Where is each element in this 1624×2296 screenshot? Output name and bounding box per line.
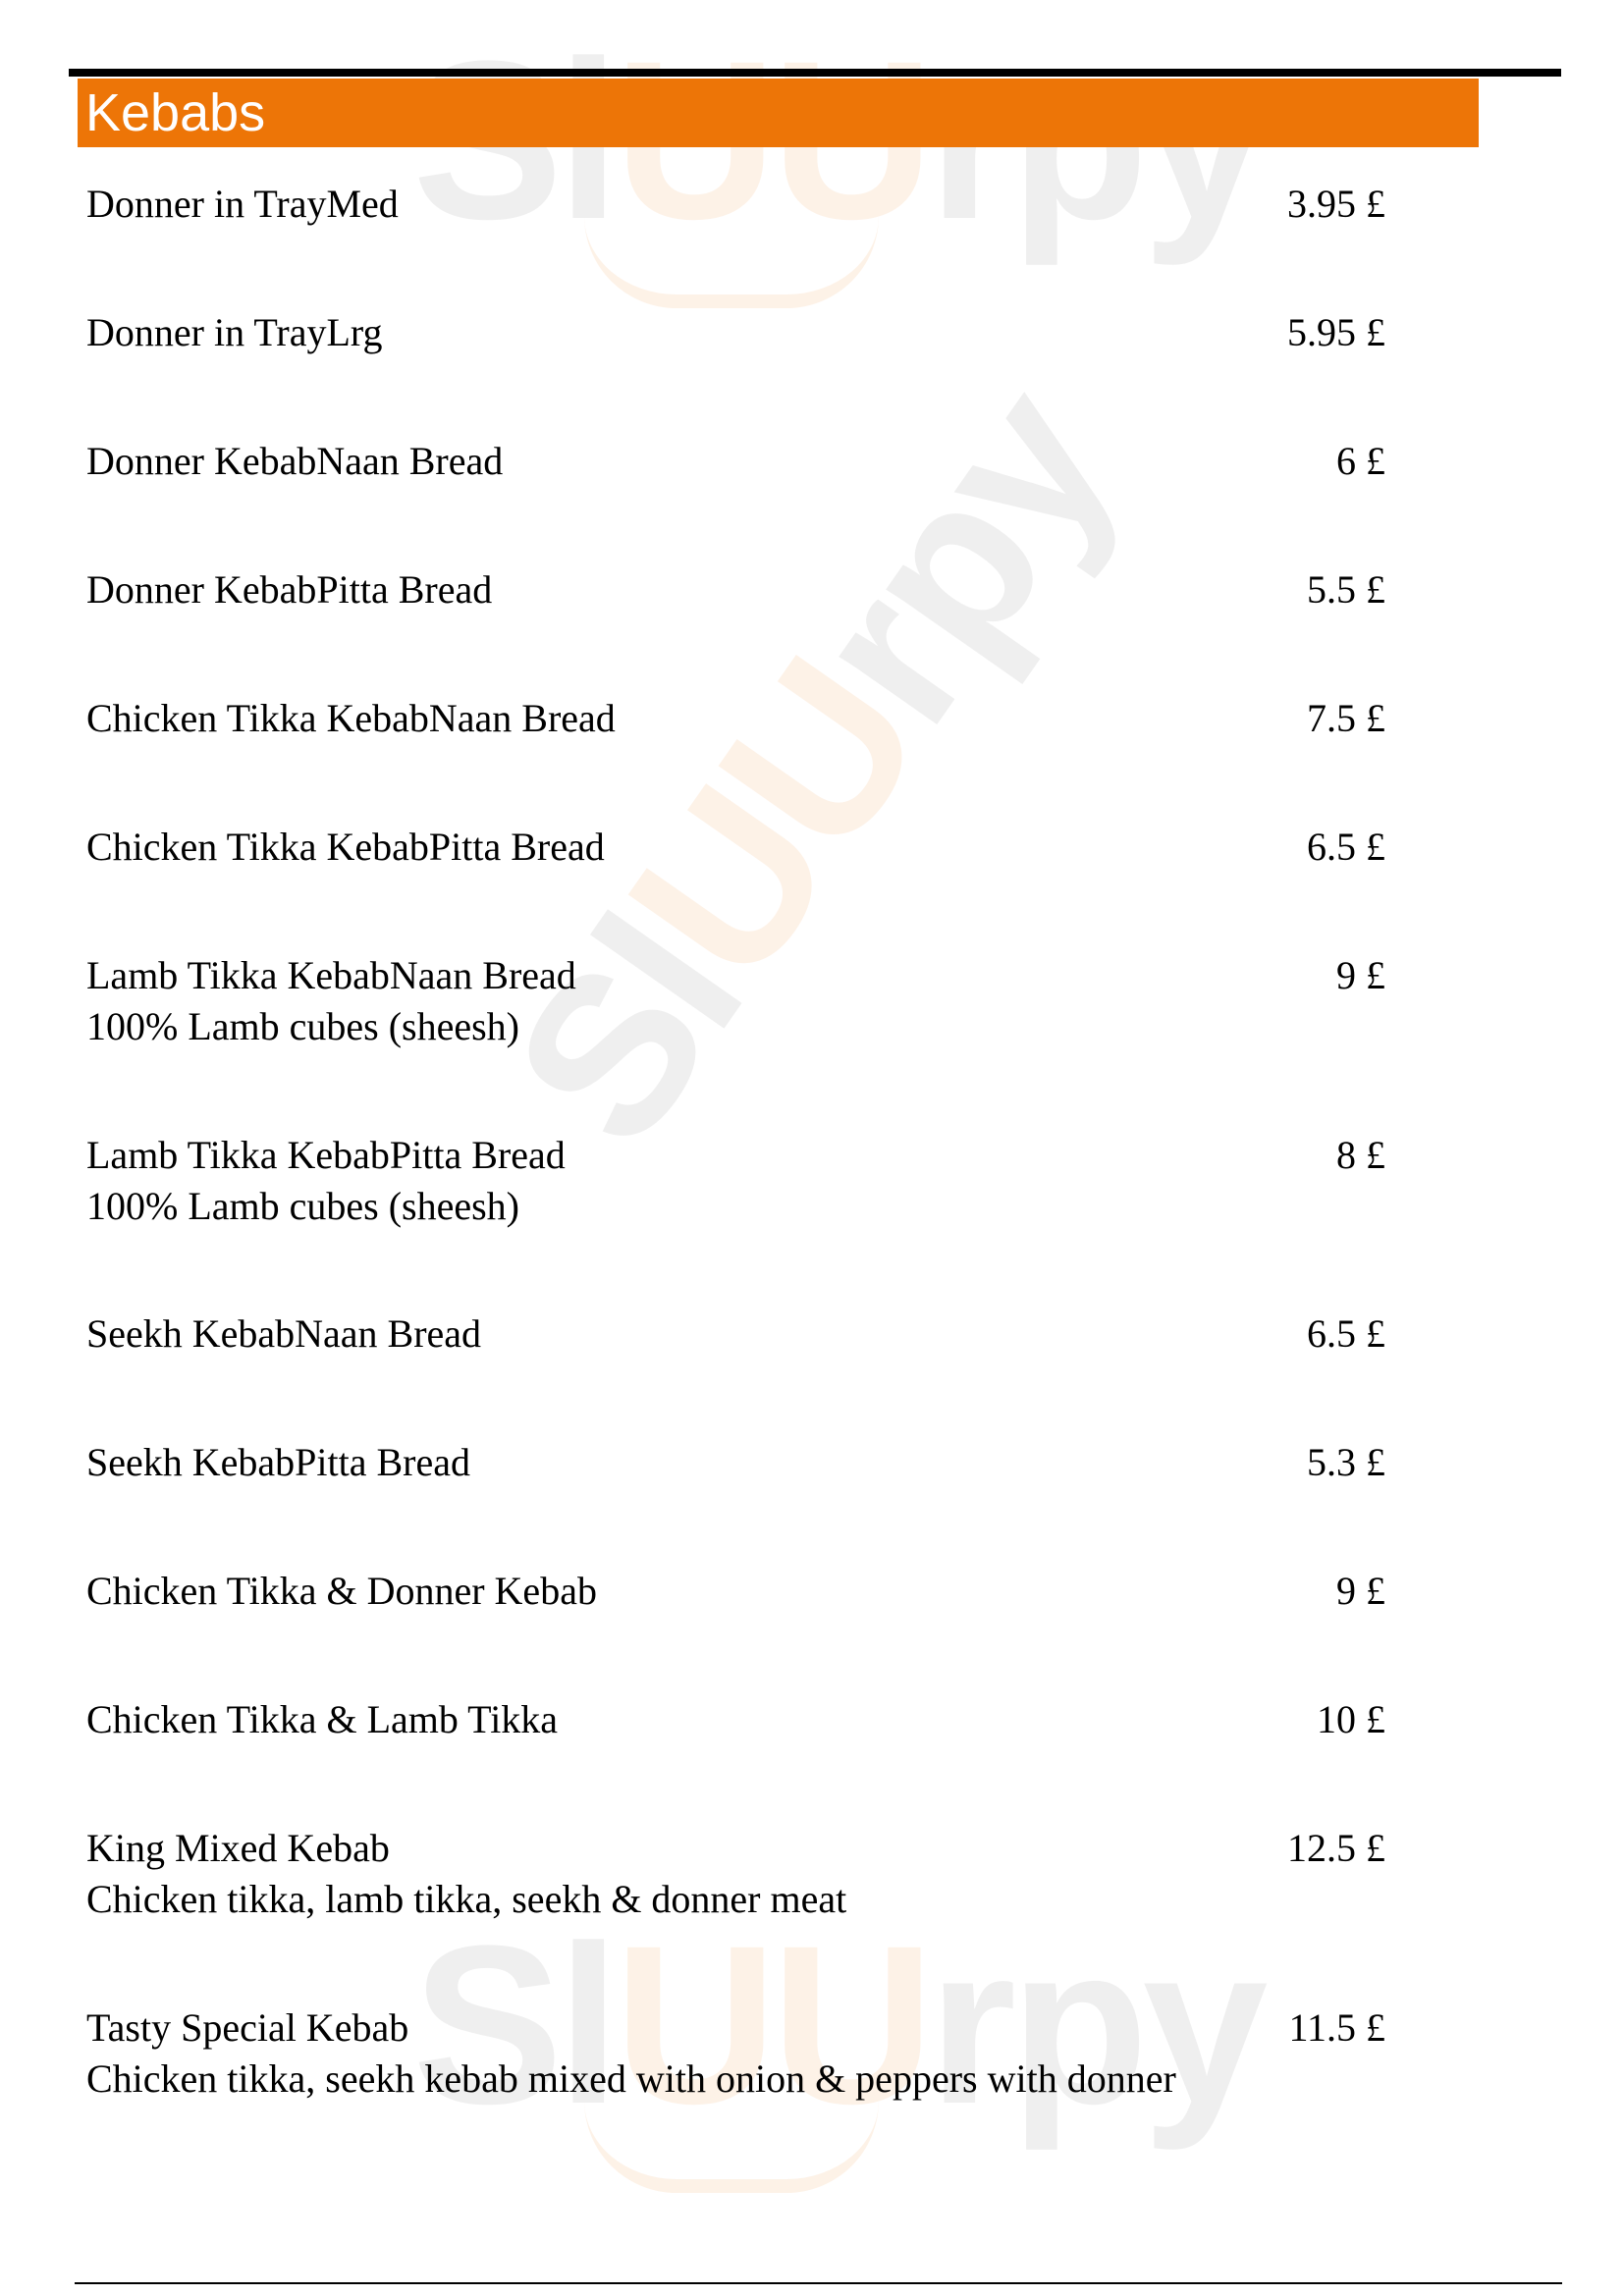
- watermark-text-right: rpy: [928, 1898, 1263, 2151]
- item-name: Donner in TrayLrg: [86, 310, 383, 354]
- menu-item: [0, 1437, 1624, 1545]
- item-price: 10 £: [1317, 1697, 1385, 1741]
- item-price: 6.5 £: [1307, 1311, 1385, 1356]
- menu-item: [0, 1566, 1624, 1674]
- watermark-text-left: Sl: [464, 878, 787, 1188]
- item-price: 7.5 £: [1307, 696, 1385, 740]
- item-name: King Mixed Kebab: [86, 1826, 390, 1870]
- menu-item: [0, 564, 1624, 672]
- top-divider: [69, 69, 1561, 77]
- item-name: Lamb Tikka KebabPitta Bread: [86, 1133, 566, 1177]
- item-description: 100% Lamb cubes (sheesh): [86, 1184, 519, 1228]
- item-price: 11.5 £: [1288, 2005, 1385, 2050]
- menu-item: [0, 950, 1624, 1058]
- item-price: 5.3 £: [1307, 1440, 1385, 1484]
- item-price: 9 £: [1336, 953, 1385, 997]
- item-name: Lamb Tikka KebabNaan Bread: [86, 953, 576, 997]
- menu-item: [0, 1130, 1624, 1238]
- menu-item: [0, 1823, 1624, 1931]
- menu-item: [0, 179, 1624, 287]
- item-name: Chicken Tikka KebabPitta Bread: [86, 825, 605, 869]
- watermark-text-u: UU: [614, 1898, 929, 2151]
- item-price: 5.95 £: [1287, 310, 1385, 354]
- item-price: 3.95 £: [1287, 182, 1385, 226]
- section-title-bar: [78, 79, 1479, 147]
- item-name: Chicken Tikka & Lamb Tikka: [86, 1697, 559, 1741]
- item-name: Donner KebabPitta Bread: [86, 567, 493, 612]
- menu-item: [0, 1694, 1624, 1802]
- item-name: Seekh KebabPitta Bread: [86, 1440, 470, 1484]
- menu-item: [0, 822, 1624, 930]
- menu-item: [0, 436, 1624, 544]
- item-price: 8 £: [1336, 1133, 1385, 1177]
- item-name: Chicken Tikka KebabNaan Bread: [86, 696, 616, 740]
- item-description: 100% Lamb cubes (sheesh): [86, 1004, 519, 1048]
- item-description: Chicken tikka, seekh kebab mixed with onion & peppers with donner: [86, 2056, 1176, 2101]
- menu-item: [0, 2002, 1624, 2110]
- menu-item: [0, 1308, 1624, 1416]
- bottom-divider: [75, 2282, 1562, 2284]
- watermark-text-u: UU: [580, 619, 968, 1023]
- item-price: 12.5 £: [1287, 1826, 1385, 1870]
- item-price: 6.5 £: [1307, 825, 1385, 869]
- item-name: Tasty Special Kebab: [86, 2005, 409, 2050]
- item-price: 6 £: [1336, 439, 1385, 483]
- watermark-smile-icon: [584, 2101, 879, 2193]
- item-price: 9 £: [1336, 1569, 1385, 1613]
- item-name: Seekh KebabNaan Bread: [86, 1311, 482, 1356]
- item-price: 5.5 £: [1307, 567, 1385, 612]
- item-description: Chicken tikka, lamb tikka, seekh & donner meat: [86, 1877, 847, 1921]
- watermark-text-left: Sl: [412, 1898, 615, 2151]
- menu-item: [0, 693, 1624, 801]
- item-name: Donner KebabNaan Bread: [86, 439, 504, 483]
- menu-item: [0, 307, 1624, 415]
- item-name: Donner in TrayMed: [86, 182, 399, 226]
- watermark-text-right: rpy: [760, 347, 1160, 766]
- section-title: Kebabs: [85, 83, 266, 142]
- item-name: Chicken Tikka & Donner Kebab: [86, 1569, 597, 1613]
